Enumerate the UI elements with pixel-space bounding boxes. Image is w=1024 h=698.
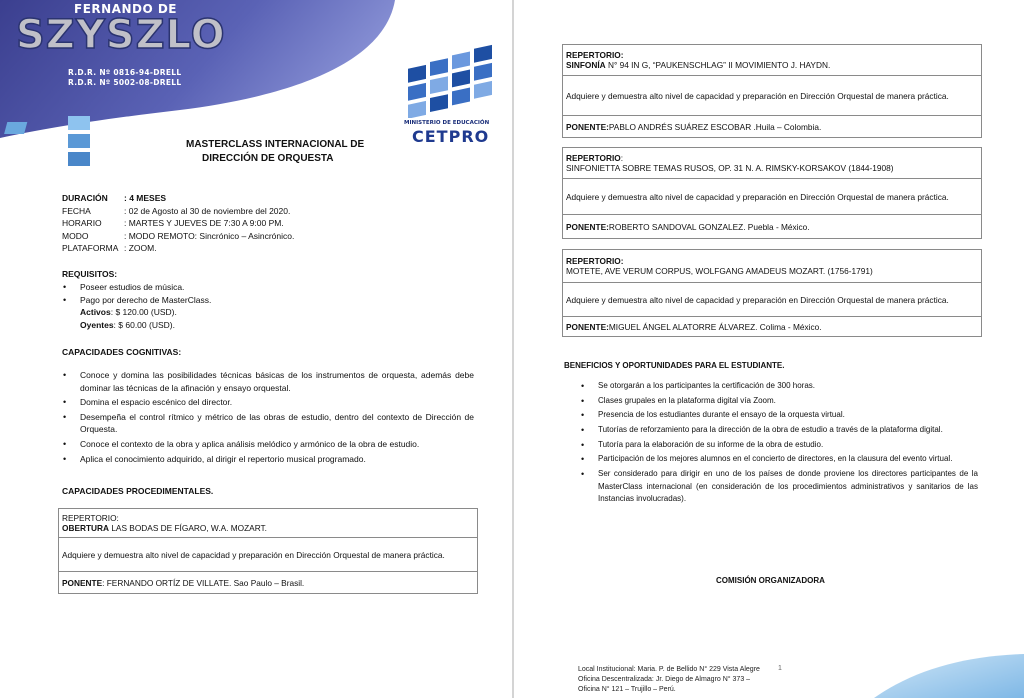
- speaker-name: MIGUEL ÁNGEL ALATORRE ÁLVAREZ. Colima - México.: [608, 321, 822, 332]
- list-item: • Tutoría para la elaboración de su informe de la obra de estudio.: [580, 439, 978, 452]
- list-item: • Desempeña el control rítmico y métrico de las obras de estudio, dentro del contexto de Dirección de Orquesta.: [62, 411, 474, 436]
- list-item: • Ser considerado para dirigir en uno de los países de donde proviene los directores participantes de la MasterClass internacional (en consideración de los procedimientos administrativos y sanitarios de las Instancias involucradas).: [580, 468, 978, 506]
- list-item: • Poseer estudios de música.: [62, 281, 482, 294]
- speaker-label: PONENTE:: [566, 221, 609, 232]
- repertoire-goal: Adquiere y demuestra alto nivel de capacidad y preparación en Dirección Orquestal de manera práctica.: [563, 282, 981, 316]
- document-title: [186, 138, 364, 166]
- cetpro-name: CETPRO: [412, 127, 490, 146]
- fee-label: Activos: [80, 307, 111, 318]
- fee-value: : $ 60.00 (USD).: [113, 319, 175, 330]
- speaker-name: PABLO ANDRÉS SUÁREZ ESCOBAR .Huila – Colombia.: [608, 121, 822, 132]
- fee-active: [62, 306, 482, 319]
- repertoire-speaker: [59, 571, 477, 593]
- list-item: • Domina el espacio escénico del director.: [62, 396, 474, 409]
- list-item: • Conoce y domina las posibilidades técnicas básicas de los instrumentos de orquesta, además debe dominar las técnicas de la afinación y ensayo orquestal.: [62, 369, 474, 394]
- procedural-heading: CAPACIDADES PROCEDIMENTALES.: [62, 486, 214, 496]
- title-line-2: DIRECCIÓN DE ORQUESTA: [202, 153, 334, 164]
- repertoire-label: REPERTORIO:: [62, 513, 119, 523]
- work-title: SINFONIETTA SOBRE TEMAS RUSOS, OP. 31 N. A. RIMSKY-KORSAKOV (1844-1908): [566, 163, 894, 173]
- brand-surname: SZYSZLO: [16, 12, 226, 58]
- benefits-list: [564, 380, 978, 508]
- info-row-mode: [62, 230, 294, 243]
- info-label: PLATAFORMA: [62, 243, 119, 254]
- work-title: MOTETE, AVE VERUM CORPUS, WOLFGANG AMADEUS MOZART. (1756-1791): [566, 266, 873, 276]
- info-value: : ZOOM.: [124, 243, 157, 254]
- repertoire-speaker: [563, 115, 981, 137]
- work-title: LAS BODAS DE FÍGARO, W.A. MOZART.: [109, 523, 267, 533]
- repertoire-table-3: [562, 147, 982, 239]
- requirements-list: [62, 281, 482, 331]
- footer-line: Oficina N° 121 – Trujillo – Perú.: [578, 686, 676, 693]
- speaker-label: PONENTE:: [566, 321, 609, 332]
- title-line-1: MASTERCLASS INTERNACIONAL DE: [186, 139, 365, 150]
- list-item: • Aplica el conocimiento adquirido, al dirigir el repertorio musical programado.: [62, 453, 474, 466]
- repertoire-goal: Adquiere y demuestra alto nivel de capacidad y preparación en Dirección Orquestal de manera práctica.: [563, 178, 981, 214]
- repertoire-label: REPERTORIO:: [566, 50, 624, 60]
- work-bold: OBERTURA: [62, 523, 110, 533]
- footer-mark: 1: [778, 665, 782, 672]
- brand-first-name: FERNANDO DE: [74, 2, 178, 16]
- repertoire-table-1: [58, 508, 478, 594]
- footer-address: [578, 665, 760, 695]
- info-value: : MARTES Y JUEVES DE 7:30 A 9:00 PM.: [124, 218, 284, 229]
- work-title: N° 94 IN G, “PAUKENSCHLAG” II MOVIMIENTO J. HAYDN.: [605, 60, 831, 70]
- info-label: MODO: [62, 230, 89, 241]
- list-item: • Conoce el contexto de la obra y aplica análisis melódico y armónico de la obra de estudio.: [62, 438, 474, 451]
- footer-line: Local Institucional: Maria. P. de Bellido N° 229 Vista Alegre: [578, 666, 760, 673]
- list-item: • Presencia de los estudiantes durante el ensayo de la orquesta virtual.: [580, 409, 978, 422]
- footer-line: Oficina Descentralizada: Jr. Diego de Almagro N° 373 –: [578, 676, 751, 683]
- list-item: • Participación de los mejores alumnos en el concierto de directores, en la clausura del evento virtual.: [580, 453, 978, 466]
- repertoire-label: REPERTORIO:: [566, 256, 624, 266]
- speaker-label: PONENTE: [62, 577, 103, 588]
- repertoire-work: [62, 523, 267, 533]
- cognitive-list: [62, 369, 474, 467]
- course-info: [62, 192, 294, 255]
- fee-label: Oyentes: [80, 319, 114, 330]
- speaker-label: PONENTE:: [566, 121, 609, 132]
- info-row-schedule: [62, 217, 294, 230]
- list-item: • Se otorgarán a los participantes la certificación de 300 horas.: [580, 380, 978, 393]
- speaker-name: ROBERTO SANDOVAL GONZALEZ. Puebla - México.: [608, 221, 810, 232]
- repertoire-speaker: [563, 316, 981, 336]
- list-item: • Tutorías de reforzamiento para la dirección de la obra de estudio a través de la plataforma digital.: [580, 424, 978, 437]
- repertoire-label-colon: :: [620, 153, 624, 163]
- ministry-label: MINISTERIO DE EDUCACIÓN: [404, 120, 490, 126]
- repertoire-header: [563, 45, 981, 75]
- repertoire-header: [563, 250, 981, 282]
- repertoire-label: [566, 153, 623, 163]
- speaker-name: : FERNANDO ORTÍZ DE VILLATE. Sao Paulo – Brasil.: [102, 577, 305, 588]
- repertoire-work: [566, 60, 830, 70]
- info-row-platform: [62, 242, 294, 255]
- info-row-date: [62, 205, 294, 218]
- work-bold: SINFONÍA: [566, 60, 606, 70]
- info-value: : 4 MESES: [124, 193, 167, 203]
- repertoire-speaker: [563, 214, 981, 238]
- repertoire-goal: Adquiere y demuestra alto nivel de capacidad y preparación en Dirección Orquestal de manera práctica.: [563, 75, 981, 115]
- requirements-heading: REQUISITOS:: [62, 269, 118, 279]
- info-label: HORARIO: [62, 218, 102, 229]
- rdr-line-1: R.D.R. Nº 0816-94-DRELL: [68, 68, 182, 77]
- fee-listener: [62, 319, 482, 332]
- info-value: : MODO REMOTO: Sincrónico – Asincrónico.: [124, 230, 295, 241]
- cetpro-logo-icon: [402, 40, 498, 118]
- repertoire-table-2: [562, 44, 982, 138]
- benefits-heading: BENEFICIOS Y OPORTUNIDADES PARA EL ESTUDIANTE.: [564, 361, 785, 370]
- cognitive-heading: CAPACIDADES COGNITIVAS:: [62, 347, 182, 357]
- info-row-duration: [62, 192, 294, 205]
- fee-value: : $ 120.00 (USD).: [110, 307, 177, 318]
- list-item: • Clases grupales en la plataforma digital vía Zoom.: [580, 395, 978, 408]
- repertoire-header: [563, 148, 981, 178]
- info-value: : 02 de Agosto al 30 de noviembre del 2020.: [124, 205, 291, 216]
- repertoire-goal: Adquiere y demuestra alto nivel de capacidad y preparación en Dirección Orquestal de manera práctica.: [59, 537, 477, 571]
- repertoire-header: [59, 509, 477, 537]
- repertoire-table-4: [562, 249, 982, 337]
- info-label: FECHA: [62, 205, 91, 216]
- rdr-line-2: R.D.R. Nº 5002-08-DRELL: [68, 78, 182, 87]
- info-label: DURACIÓN: [62, 193, 108, 203]
- organizing-committee: COMISIÓN ORGANIZADORA: [716, 576, 825, 585]
- list-item: • Pago por derecho de MasterClass.: [62, 294, 482, 307]
- repertoire-label-bold: REPERTORIO: [566, 153, 621, 163]
